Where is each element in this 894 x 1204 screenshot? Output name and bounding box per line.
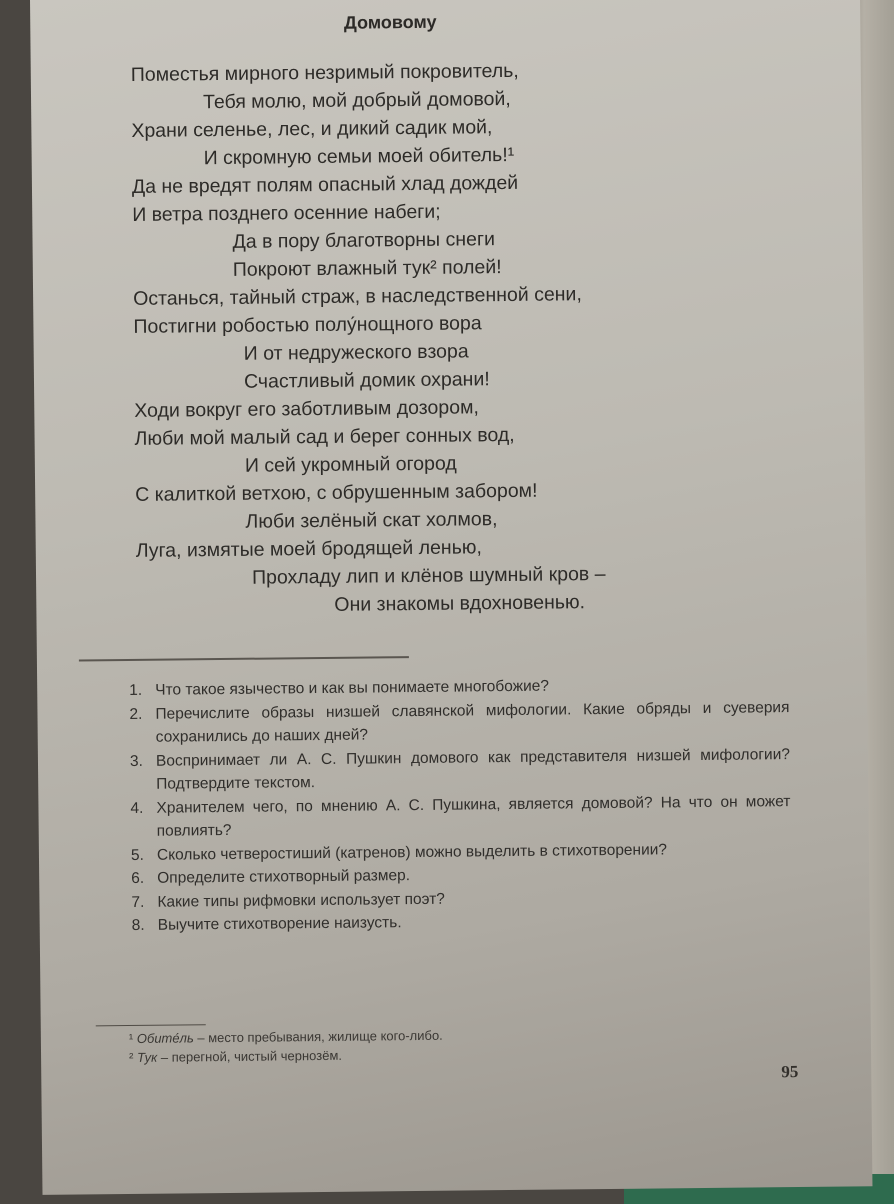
footnote-mark: ² [129,1049,134,1066]
question-text: Выучите стихотворение наизусть. [157,914,402,934]
footnote-definition: – место пребывания, жилище кого-либо. [193,1027,443,1046]
poem-body [131,55,697,621]
poem-line: Поместья мирного незримый покровитель, [130,59,519,86]
poem-line: Прохладу лип и клёнов шумный кров – [251,563,606,589]
question-item [129,696,789,750]
question-text: Перечислите образы низшей славянской мифологии. Какие обряды и суеверия сохранились до наших дней? [155,698,790,746]
poem-line: Тебя молю, мой добрый домовой, [202,87,511,114]
section-divider [79,656,409,661]
poem-line: Храни селенье, лес, и дикий садик мой, [131,116,493,142]
question-text: Что такое язычество и как вы понимаете многобожие? [155,677,550,699]
question-text: Сколько четверостиший (катренов) можно выделить в стихотворении? [156,840,668,864]
book-page [30,0,872,1195]
poem-line: Счастливый домик охрани! [243,368,490,393]
poem-line: С калиткой ветхою, с обрушенным забором! [135,479,538,506]
question-number: 1. [129,681,143,699]
poem-title: Домовому [343,11,437,33]
poem-line: Люби мой малый сад и берег сонных вод, [134,423,515,450]
question-number: 4. [130,799,144,817]
question-number: 5. [130,846,144,864]
poem-line: Останься, тайный страж, в наследственной сени, [133,283,582,310]
question-text: Какие типы рифмовки использует поэт? [157,890,445,911]
poem-line: Покроют влажный тук² полей! [232,256,502,281]
poem-line: И ветра позднего осенние набеги; [132,200,441,226]
poem-line: Постигни робостью полу́нощного вора [133,312,482,338]
poem-line: Да не вредят полям опасный хлад дождей [131,171,519,198]
question-number: 6. [131,869,145,887]
question-item [130,743,790,797]
poem-line: Ходи вокруг его заботливым дозором, [134,396,479,422]
question-number: 3. [129,752,144,770]
question-text: Определите стихотворный размер. [157,867,411,887]
page-number: 95 [781,1062,799,1082]
poem-line: Люби зелёный скат холмов, [245,508,498,533]
question-number: 2. [129,705,143,723]
questions-list [129,672,792,937]
poem-line: И от недружеского взора [243,340,469,365]
poem-line: Луга, измятые моей бродящей ленью, [135,536,482,562]
question-text: Воспринимает ли А. С. Пушкин домового как представителя низшей мифологии? Подтвердите текстом. [155,745,791,793]
footnote-mark: ¹ [128,1030,134,1047]
question-number: 7. [131,893,145,911]
footnote-rule [96,1024,206,1026]
footnote-term: Тук [136,1049,158,1065]
footnote-term: Обите́ль [136,1030,194,1046]
poem-line: Да в пору благотворны снеги [232,228,496,253]
question-text: Хранителем чего, по мнению А. С. Пушкина, является домовой? На что он может повлиять? [156,792,791,840]
poem-line: И сей укромный огород [244,452,457,477]
question-number: 8. [131,916,145,934]
footnote-definition: – перегной, чистый чернозём. [157,1047,343,1065]
poem-line: И скромную семьи моей обитель!¹ [203,143,515,170]
poem-line: Они знакомы вдохновенью. [334,591,586,616]
question-item [130,790,790,844]
footnotes [129,1023,689,1067]
